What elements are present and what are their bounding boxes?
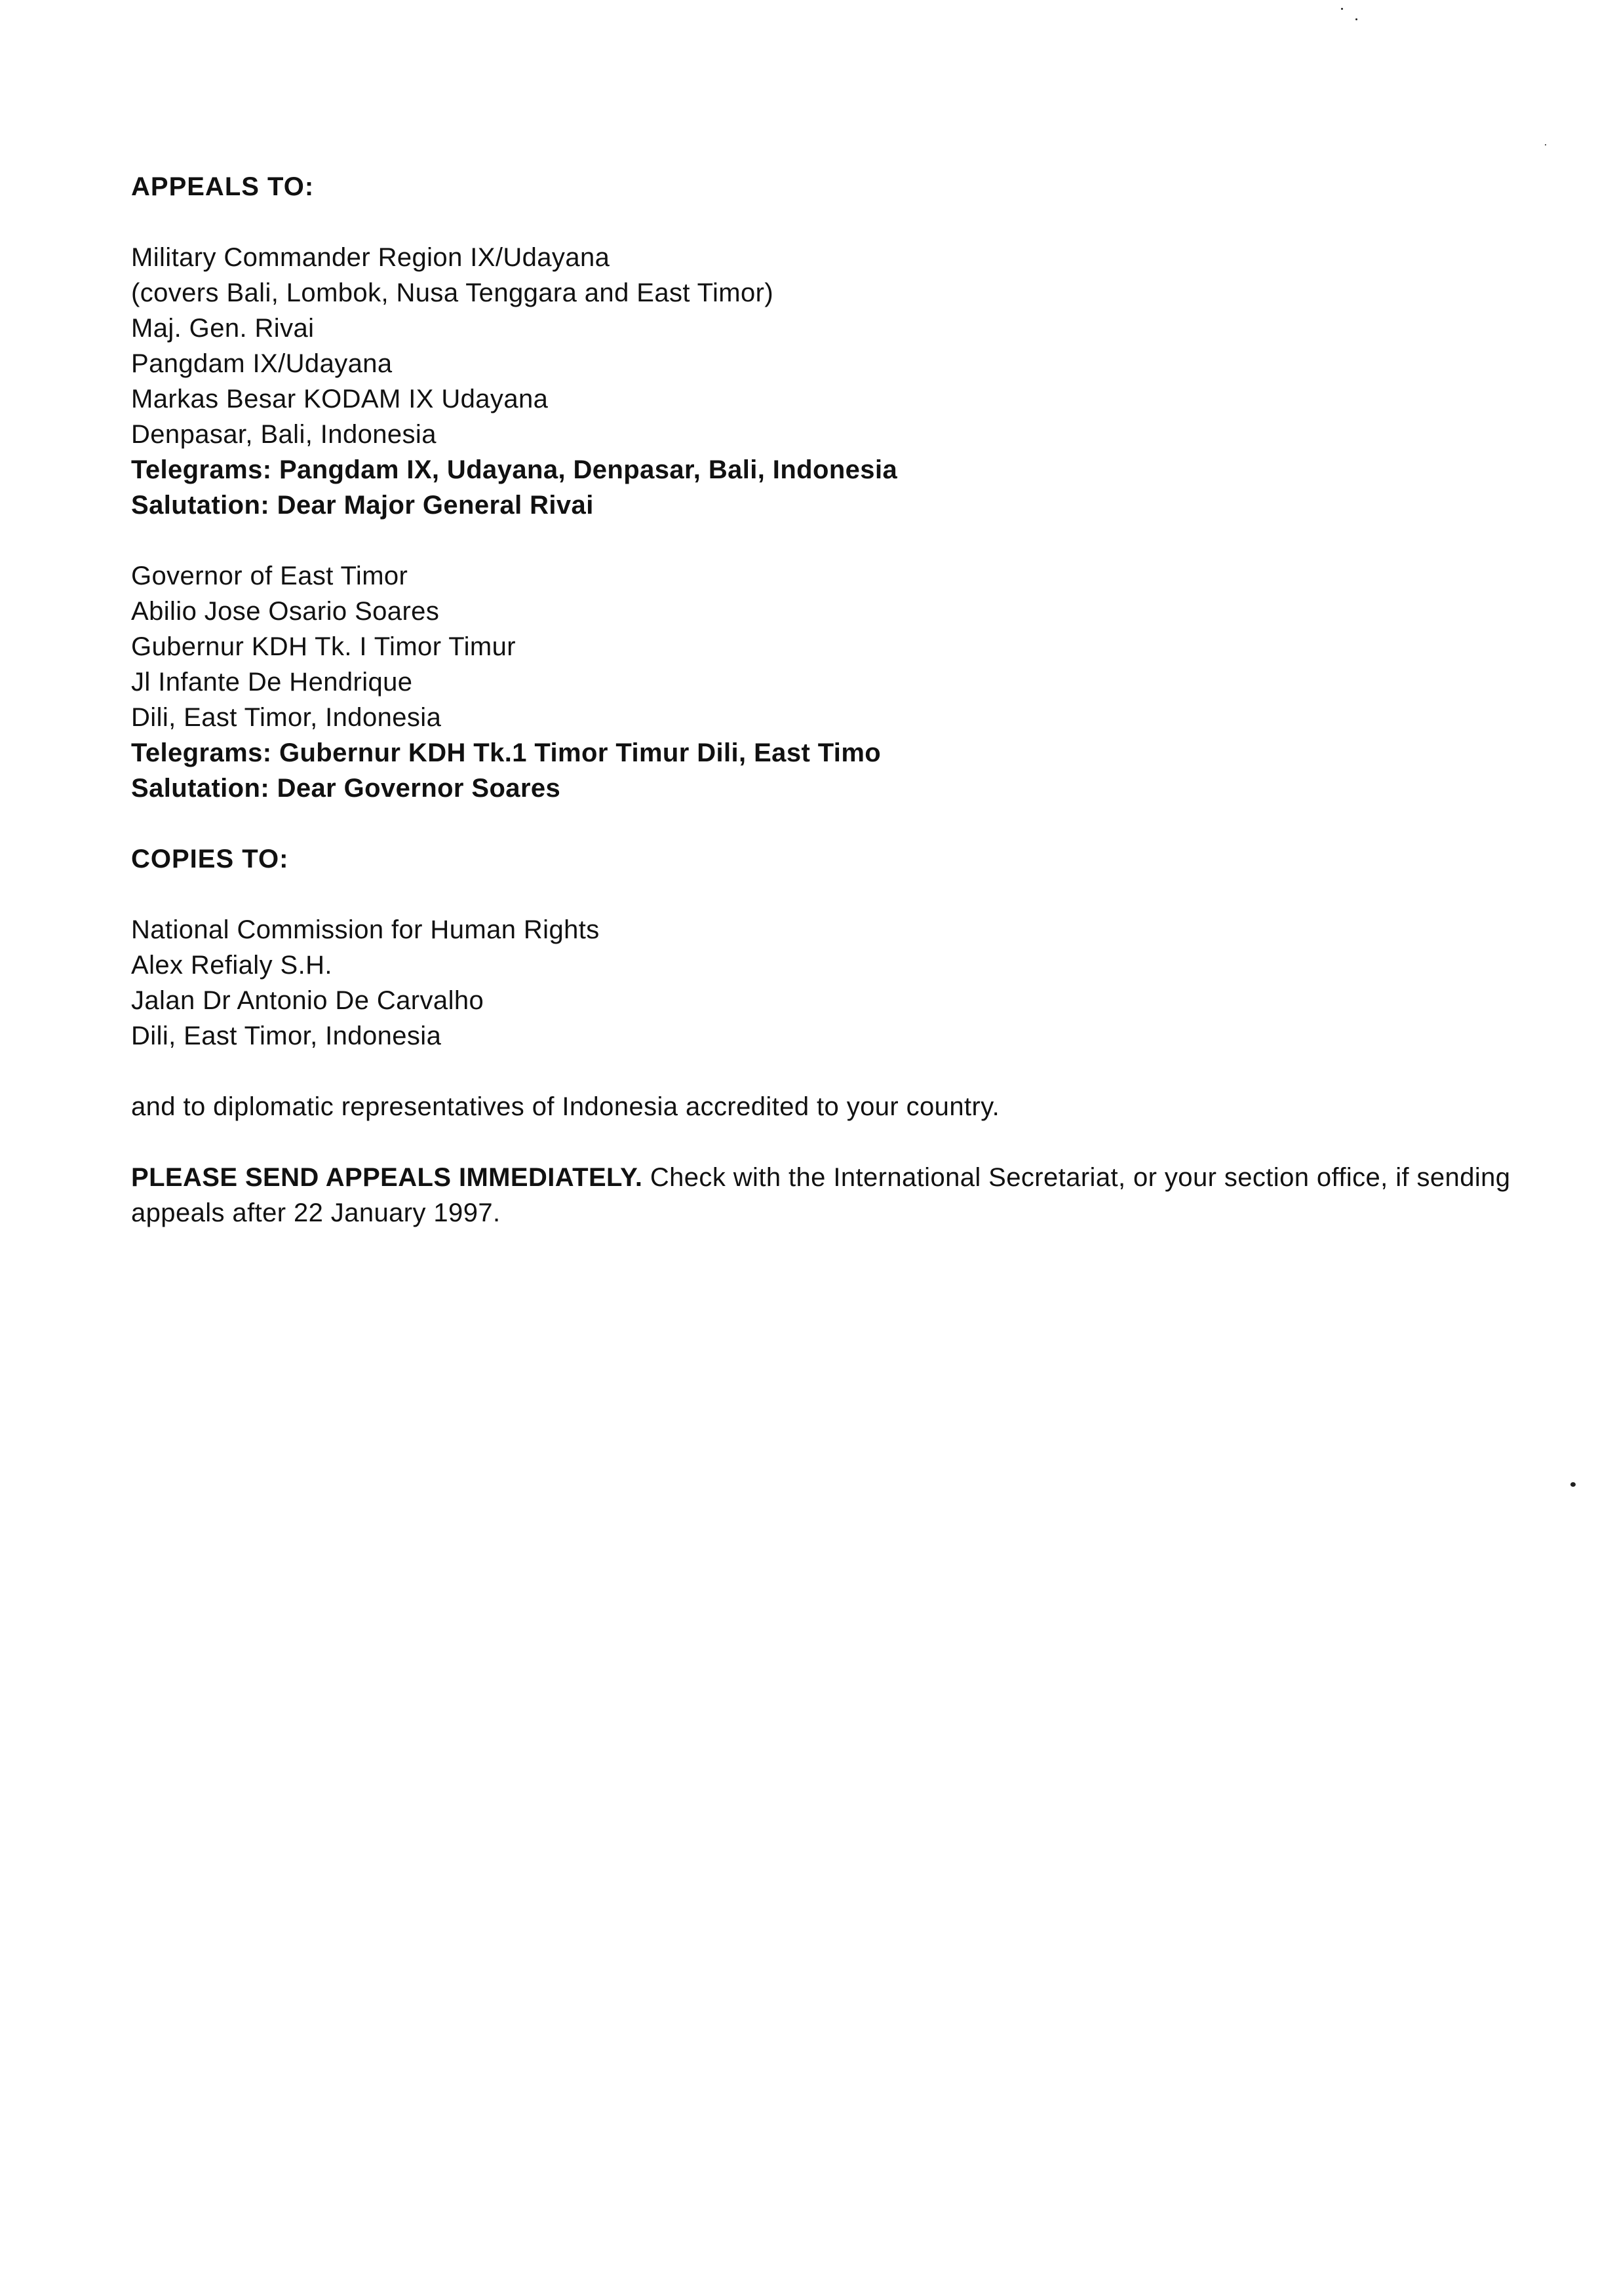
salutation-line: Salutation: Dear Governor Soares [131,774,561,803]
salutation-line: Salutation: Dear Major General Rivai [131,491,594,520]
scan-speck [1570,1482,1576,1487]
address-line: (covers Bali, Lombok, Nusa Tenggara and East Timor) [131,278,774,307]
copies-recipient [131,912,1521,1054]
address-line: Gubernur KDH Tk. I Timor Timur [131,632,516,661]
address-line: Denpasar, Bali, Indonesia [131,420,437,449]
closing-emphasis: PLEASE SEND APPEALS IMMEDIATELY. [131,1163,643,1192]
scan-speck [1355,18,1357,20]
address-line: Markas Besar KODAM IX Udayana [131,385,549,413]
address-line: Pangdam IX/Udayana [131,349,393,378]
closing-text: Check with the International Secretariat, or your section office, if sending appeals after 22 January 1997. [131,1163,1511,1227]
closing-paragraph [131,1160,1521,1231]
address-line: Dili, East Timor, Indonesia [131,1022,442,1050]
address-line: Abilio Jose Osario Soares [131,597,440,626]
scan-speck [1341,8,1343,10]
document-body [131,169,1521,1231]
telegrams-line: Telegrams: Gubernur KDH Tk.1 Timor Timur Dili, East Timo [131,738,882,767]
address-line: Governor of East Timor [131,562,408,590]
recipient-military-commander [131,240,1521,523]
address-line: Maj. Gen. Rivai [131,314,315,343]
scan-speck [1545,144,1546,145]
diplomatic-note: and to diplomatic representatives of Indonesia accredited to your country. [131,1092,1000,1121]
copies-heading: COPIES TO: [131,845,289,873]
address-line: Dili, East Timor, Indonesia [131,703,442,732]
address-line: Military Commander Region IX/Udayana [131,243,610,272]
address-line: National Commission for Human Rights [131,915,600,944]
address-line: Jalan Dr Antonio De Carvalho [131,986,484,1015]
address-line: Jl Infante De Hendrique [131,668,413,697]
appeals-heading: APPEALS TO: [131,172,315,201]
address-line: Alex Refialy S.H. [131,951,332,980]
telegrams-line: Telegrams: Pangdam IX, Udayana, Denpasar, Bali, Indonesia [131,455,898,484]
recipient-governor [131,558,1521,806]
